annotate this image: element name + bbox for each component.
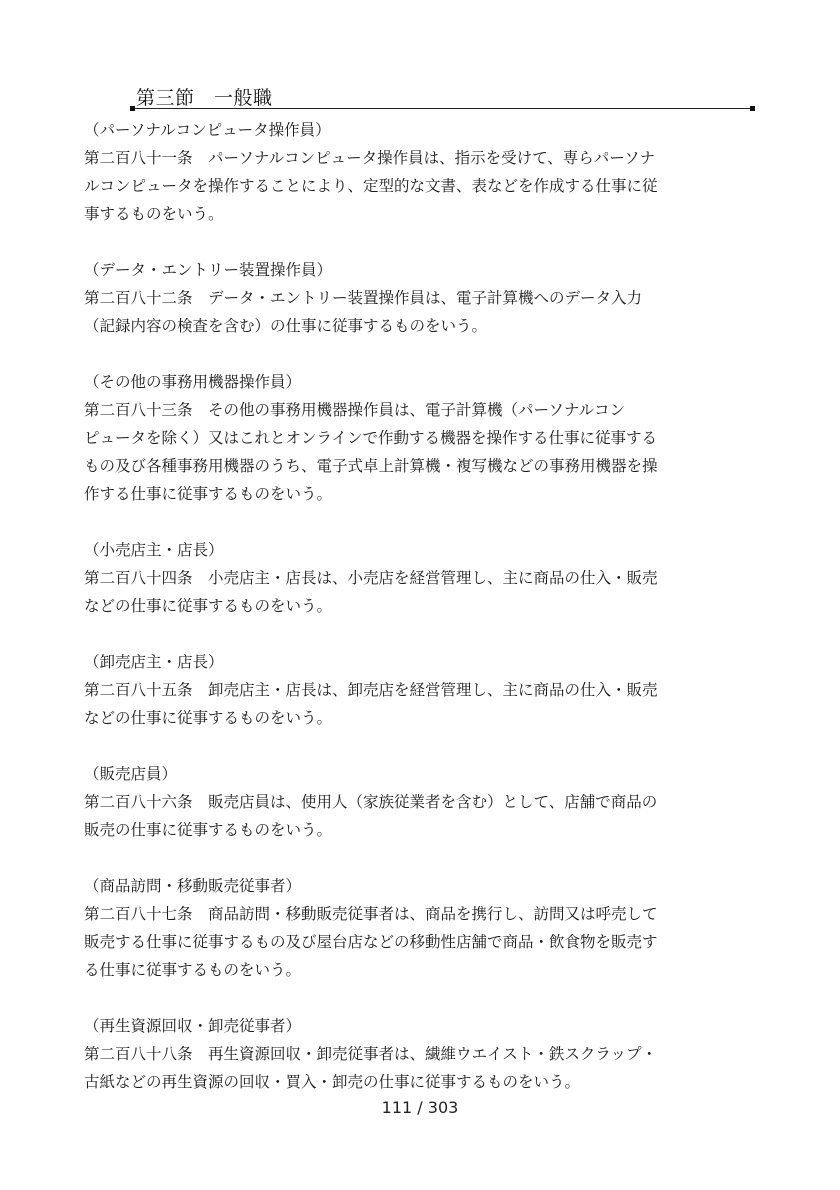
article-line: 事するものをいう。 — [84, 205, 224, 223]
page-number: 111 / 303 — [381, 1098, 459, 1117]
article-288 — [84, 1012, 764, 1096]
article-line: もの及び各種事務用機器のうち、電子式卓上計算機・複写機などの事務用機器を操 — [84, 457, 658, 475]
article-283 — [84, 368, 764, 508]
article-287 — [84, 872, 764, 984]
article-line: 第二百八十八条 再生資源回収・卸売従事者は、繊維ウエイスト・鉄スクラップ・ — [84, 1045, 658, 1063]
article-line: 第二百八十五条 卸売店主・店長は、卸売店を経営管理し、主に商品の仕入・販売 — [84, 681, 658, 699]
article-line: 第二百八十三条 その他の事務用機器操作員は、電子計算機（パーソナルコン — [84, 401, 626, 419]
section-title: 第三節 一般職 — [136, 87, 273, 109]
article-line: 第二百八十四条 小売店主・店長は、小売店を経営管理し、主に商品の仕入・販売 — [84, 569, 658, 587]
section-header — [130, 86, 755, 114]
article-282 — [84, 256, 764, 340]
article-heading: （その他の事務用機器操作員） — [84, 373, 302, 391]
article-281 — [84, 116, 764, 228]
rule-mark-left — [130, 106, 135, 111]
article-line: （記録内容の検査を含む）の仕事に従事するものをいう。 — [84, 317, 488, 335]
article-heading: （データ・エントリー装置操作員） — [84, 261, 333, 279]
article-heading: （商品訪問・移動販売従事者） — [84, 877, 302, 895]
article-284 — [84, 536, 764, 620]
article-line: 販売する仕事に従事するもの及び屋台店などの移動性店舗で商品・飲食物を販売す — [84, 933, 658, 951]
article-line: 第二百八十七条 商品訪問・移動販売従事者は、商品を携行し、訪問又は呼売して — [84, 905, 658, 923]
article-heading: （小売店主・店長） — [84, 541, 224, 559]
article-heading: （パーソナルコンピュータ操作員） — [84, 121, 331, 139]
article-line: などの仕事に従事するものをいう。 — [84, 597, 333, 615]
rule-mark-right — [750, 106, 755, 111]
article-line: 販売の仕事に従事するものをいう。 — [84, 821, 333, 839]
article-line: 第二百八十二条 データ・エントリー装置操作員は、電子計算機へのデータ入力 — [84, 289, 643, 307]
article-line: 第二百八十六条 販売店員は、使用人（家族従業者を含む）として、店舗で商品の — [84, 793, 658, 811]
article-285 — [84, 648, 764, 732]
article-line: 第二百八十一条 パーソナルコンピュータ操作員は、指示を受けて、専らパーソナ — [84, 149, 656, 167]
article-line: ピュータを除く）又はこれとオンラインで作動する機器を操作する仕事に従事する — [84, 429, 658, 447]
article-heading: （卸売店主・店長） — [84, 653, 224, 671]
article-line: 古紙などの再生資源の回収・買入・卸売の仕事に従事するものをいう。 — [84, 1073, 581, 1091]
article-line: る仕事に従事するものをいう。 — [84, 961, 302, 979]
article-line: ルコンピュータを操作することにより、定型的な文書、表などを作成する仕事に従 — [84, 177, 658, 195]
article-286 — [84, 760, 764, 844]
section-rule — [130, 108, 755, 109]
article-heading: （再生資源回収・卸売従事者） — [84, 1017, 302, 1035]
article-heading: （販売店員） — [84, 765, 178, 783]
article-line: などの仕事に従事するものをいう。 — [84, 709, 333, 727]
article-line: 作する仕事に従事するものをいう。 — [84, 485, 333, 503]
